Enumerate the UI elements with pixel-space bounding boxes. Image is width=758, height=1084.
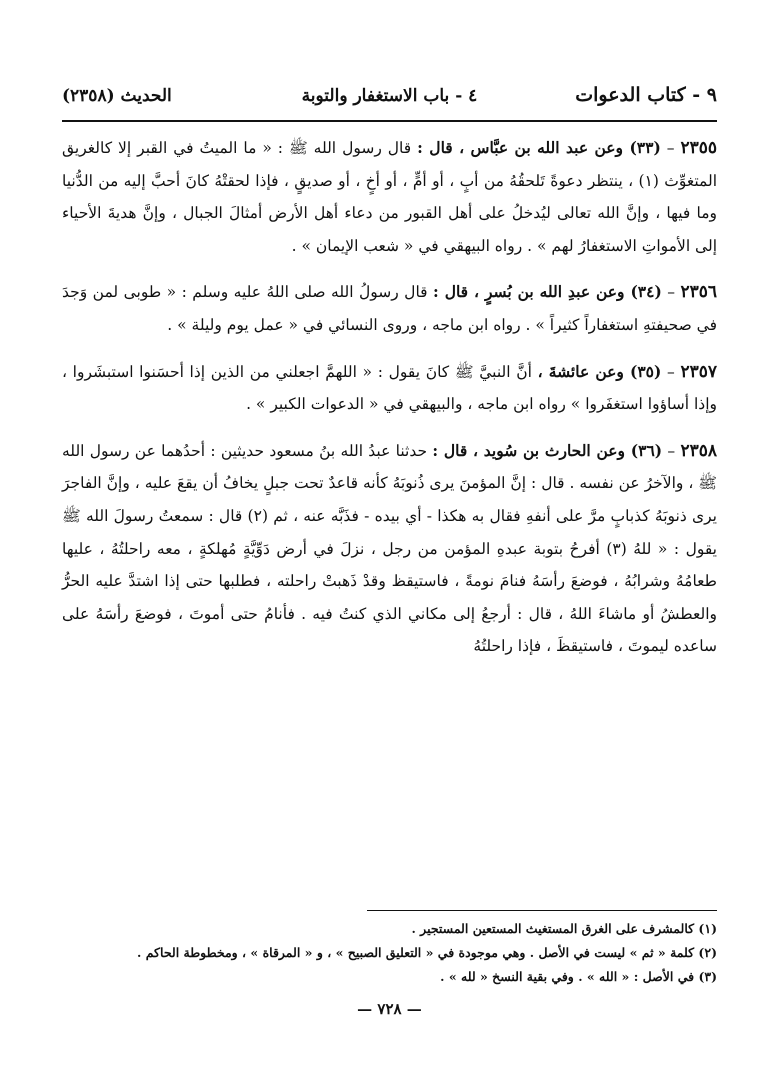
- page-number: — ٧٢٨ —: [357, 1000, 422, 1018]
- number-dash: –: [660, 139, 681, 157]
- hadith-intro: (٣٦) وعن الحارث بن سُويد ، قال :: [432, 440, 663, 460]
- footnotes: [62, 910, 717, 989]
- hadith-text: أنَّ النبيَّ ﷺ كانَ يقول : « اللهمَّ اجعلني من الذين إذا أحسَنوا استبشَروا ، وإذا أساؤوا استغفَروا » رواه ابن ماجه ، والبيهقي في « الدعوات الكبير » .: [62, 362, 717, 414]
- footnote: (٢) كلمة « ثم » ليست في الأصل . وهي موجودة في « التعليق الصبيح » ، و « المرقاة » ، ومخطوطة الحاكم .: [137, 945, 717, 960]
- hadith-entry: [62, 356, 717, 421]
- footnote-separator: [367, 910, 717, 911]
- page-body: [62, 132, 717, 677]
- hadith-number: ٢٣٥٨: [680, 440, 717, 461]
- hadith-entry: [62, 132, 717, 262]
- hadith-text: قال رسولُ الله صلى اللهُ عليه وسلم : « طوبى لمن وَجدَ في صحيفتهِ استغفاراً كثيراً » . رواه ابن ماجه ، وروى النسائي في « عمل يوم وليلة » .: [62, 283, 717, 334]
- header-rule: [62, 120, 717, 122]
- number-dash: –: [661, 362, 681, 381]
- hadith-number: ٢٣٥٥: [680, 138, 717, 158]
- book-title: ٩ - كتاب الدعوات: [575, 84, 717, 106]
- hadith-range: الحديث (٢٣٥٨): [62, 86, 172, 106]
- hadith-entry: [62, 435, 717, 663]
- chapter-title: ٤ - باب الاستغفار والتوبة: [301, 86, 478, 106]
- hadith-text: قال رسول الله ﷺ : « ما الميتُ في القبر إلا كالغريق المتغوِّث (١) ، ينتظر دعوةً تَلحقُهُ من أبٍ ، أو أمٍّ ، أو أخٍ ، أو صديقٍ ، فإذا لحقتْهُ كانَ أحبَّ إليه من الدُّنيا وما فيها ، وإنَّ الله تعالى ليُدخلُ على أهل القبور من دعاء أهل الأرض أمثالَ الجبال ، وإنَّ هديةَ الأحياء إلى الأمواتِ الاستغفارُ لهم » . رواه البيهقي في « شعب الإيمان » .: [62, 139, 717, 255]
- footnote: (١) كالمشرف على الغرق المستغيث المستعين المستجير .: [411, 921, 717, 936]
- book-page: [62, 80, 717, 1040]
- hadith-intro: (٣٤) وعن عبدِ الله بن بُسرٍ ، قال :: [433, 282, 662, 302]
- hadith-number: ٢٣٥٦: [680, 282, 717, 303]
- number-dash: –: [662, 441, 681, 460]
- footnote: (٣) في الأصل : « الله » . وفي بقية النسخ « لله » .: [440, 969, 717, 984]
- hadith-number: ٢٣٥٧: [680, 361, 717, 382]
- hadith-text: حدثنا عبدُ الله بنُ مسعود حديثين : أحدُهما عن رسول الله ﷺ ، والآخرُ عن نفسه . قال : إنَّ المؤمنَ يرى ذُنوبَهُ كأنه قاعدٌ تحت جبلٍ يخافُ أن يقعَ عليه ، وإنَّ الفاجرَ يرى ذنوبَهُ كذبابٍ مرَّ على أنفهِ فقال به هكذا - أي بيده - فذَبَّه عنه ، ثم (٢) قال : سمعتُ رسولَ الله ﷺ يقول : « للهُ (٣) أفرحُ بتوبة عبدهِ المؤمن من رجل ، نزلَ في أرض دَوِّيَّةٍ مُهلكةٍ ، معه راحلتُهُ ، عليها طعامُهُ وشرابُهُ ، فوضعَ رأسَهُ فنامَ نومةً ، فاستيقظ وقدْ ذَهبتْ راحلته ، فطلبها حتى إذا اشتدَّ عليه الحرُّ والعطشُ أو ماشاءَ اللهُ ، قال : أرجعُ إلى مكاني الذي كنتُ فيه . فأنامُ حتى أموتَ ، فوضعَ رأسَهُ على ساعده ليموتَ ، فاستيقظَ ، فإذا راحلتُهُ: [62, 441, 717, 656]
- hadith-intro: (٣٥) وعن عائشةَ ،: [537, 361, 662, 381]
- number-dash: –: [661, 283, 681, 302]
- hadith-intro: (٣٣) وعن عبد الله بن عبَّاس ، قال :: [417, 138, 661, 157]
- running-header: [62, 80, 717, 122]
- hadith-entry: [62, 276, 717, 341]
